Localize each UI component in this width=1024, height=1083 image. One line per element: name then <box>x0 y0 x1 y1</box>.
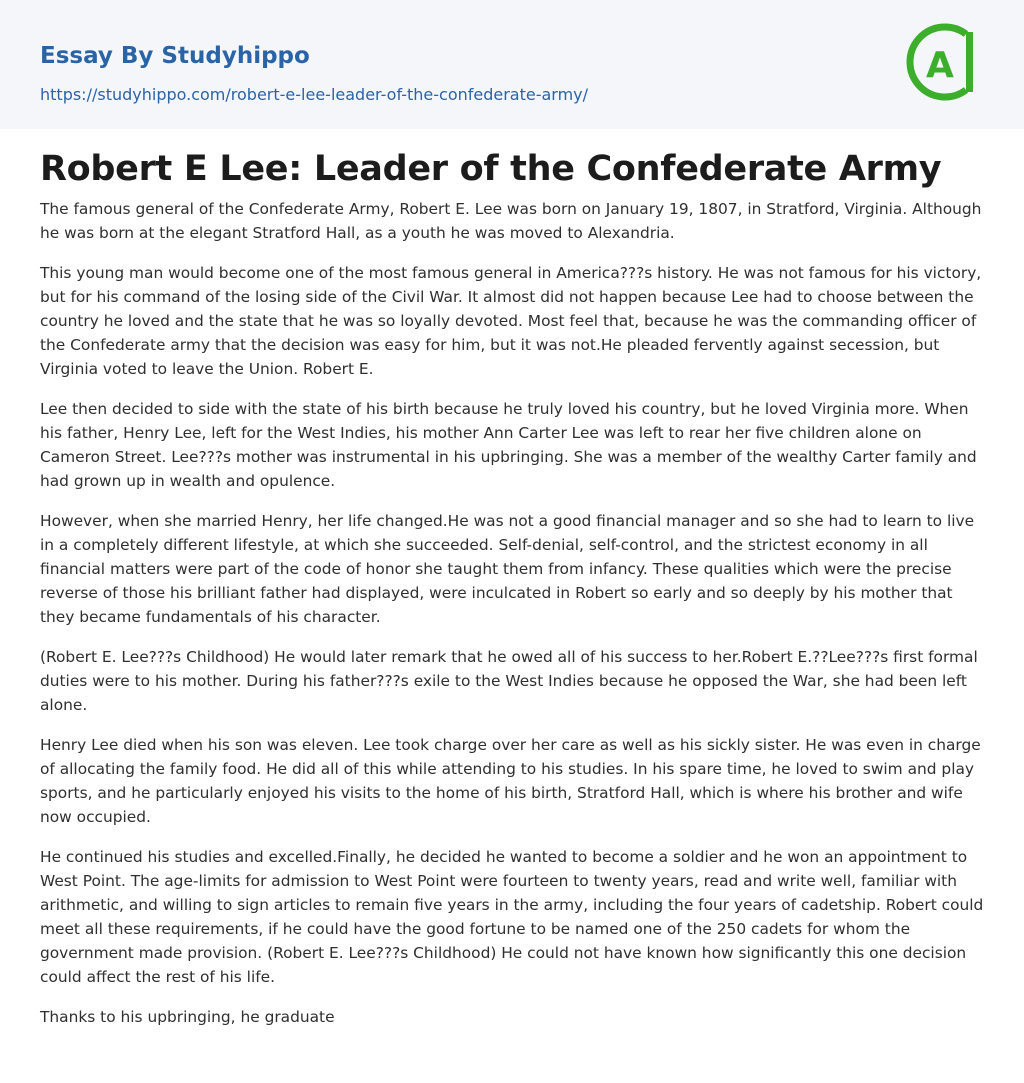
site-brand[interactable]: Essay By Studyhippo <box>40 43 310 69</box>
article-paragraph-2: This young man would become one of the most famous general in America???s history. He was not famous for his victory, but for his command of the losing side of the Civil War. It almost did not happen because Lee had to choose between the country he loved and the state that he was so loyally devoted. Most feel that, because he was the commanding officer of the Confederate army that the decision was easy for him, but it was not.He pleaded fervently against secession, but Virginia voted to leave the Union. Robert E. <box>40 264 982 378</box>
article-paragraph-6: Henry Lee died when his son was eleven. Lee took charge over her care as well as his sickly sister. He was even in charge of allocating the family food. He did all of this while attending to his studies. In his spare time, he loved to swim and play sports, and he particularly enjoyed his visits to the home of his birth, Stratford Hall, which is where his brother and wife now occupied. <box>40 736 981 826</box>
article-paragraph-4: However, when she married Henry, her life changed.He was not a good financial manager and so she had to learn to live in a completely different lifestyle, at which she succeeded. Self-denial, self-control, and the strictest economy in all financial matters were part of the code of honor she taught them from infancy. These qualities which were the precise reverse of those his brilliant father had displayed, were inculcated in Robert so early and so deeply by his mother that they became fundamentals of his character. <box>40 512 975 626</box>
site-header <box>0 0 1024 129</box>
logo-letter: A <box>926 45 954 86</box>
article-title: Robert E Lee: Leader of the Confederate Army <box>40 149 942 189</box>
article-paragraph-5: (Robert E. Lee???s Childhood) He would later remark that he owed all of his success to her.Robert E.??Lee???s first formal duties were to his mother. During his father???s exile to the West Indies because he opposed the War, she had been left alone. <box>40 648 978 714</box>
studyhippo-logo-icon[interactable] <box>900 20 984 104</box>
essay-url-link[interactable]: https://studyhippo.com/robert-e-lee-leader-of-the-confederate-army/ <box>40 85 589 104</box>
article-paragraph-1: The famous general of the Confederate Army, Robert E. Lee was born on January 19, 1807, in Stratford, Virginia. Although he was born at the elegant Stratford Hall, as a youth he was moved to Alexandria. <box>40 200 982 242</box>
article-body <box>0 147 1024 1029</box>
article-paragraph-7: He continued his studies and excelled.Finally, he decided he wanted to become a soldier and he won an appointment to West Point. The age-limits for admission to West Point were fourteen to twenty years, read and write well, familiar with arithmetic, and willing to sign articles to remain five years in the army, including the four years of cadetship. Robert could meet all these requirements, if he could have the good fortune to be named one of the 250 cadets for whom the government made provision. (Robert E. Lee???s Childhood) He could not have known how significantly this one decision could affect the rest of his life. <box>40 848 984 986</box>
article-paragraph-8: Thanks to his upbringing, he graduate <box>40 1008 335 1026</box>
article-paragraph-3: Lee then decided to side with the state of his birth because he truly loved his country, but he loved Virginia more. When his father, Henry Lee, left for the West Indies, his mother Ann Carter Lee was left to rear her five children alone on Cameron Street. Lee???s mother was instrumental in his upbringing. She was a member of the wealthy Carter family and had grown up in wealth and opulence. <box>40 400 977 490</box>
